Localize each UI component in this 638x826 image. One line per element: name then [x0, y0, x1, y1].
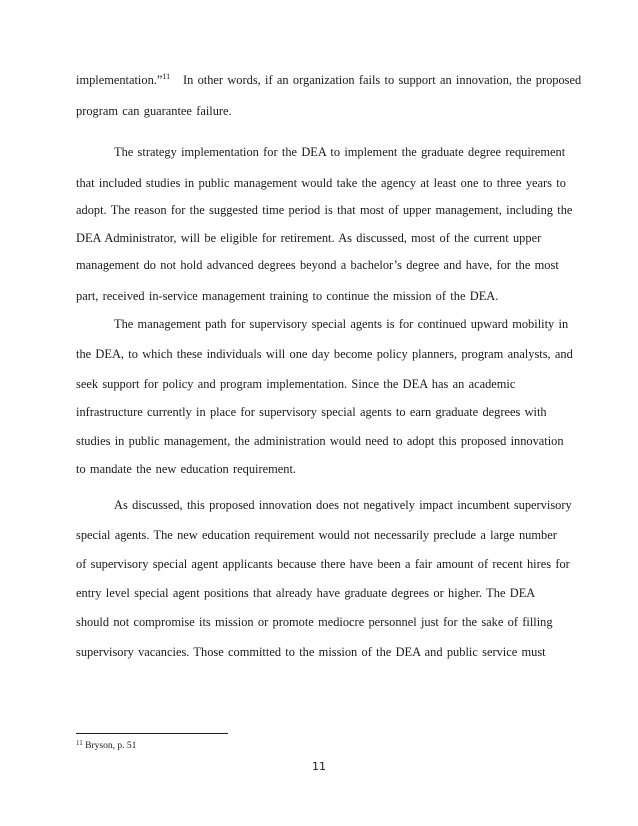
text-line-1-start: implementation.”: [76, 73, 163, 87]
footnote-divider: [76, 733, 228, 734]
footnote-reference[interactable]: 11: [162, 72, 171, 81]
paragraph-3-line-4: infrastructure currently in place for supervisory special agents to earn graduate degrees with: [76, 405, 547, 419]
text-line-1: [76, 72, 582, 88]
paragraph-4-line-1: As discussed, this proposed innovation does not negatively impact incumbent supervisory: [114, 498, 572, 512]
page-number: 11: [312, 760, 326, 773]
paragraph-2-line-5: management do not hold advanced degrees beyond a bachelor’s degree and have, for the most: [76, 258, 559, 272]
paragraph-2-line-3: adopt. The reason for the suggested time period is that most of upper management, including the: [76, 203, 573, 217]
paragraph-3-line-3: seek support for policy and program implementation. Since the DEA has an academic: [76, 377, 516, 391]
text-line-2: program can guarantee failure.: [76, 104, 232, 118]
paragraph-4-line-6: supervisory vacancies. Those committed to the mission of the DEA and public service must: [76, 645, 546, 659]
paragraph-3-line-1: The management path for supervisory special agents is for continued upward mobility in: [114, 317, 569, 331]
footnote: [76, 740, 136, 752]
paragraph-2-line-2: that included studies in public management would take the agency at least one to three years to: [76, 176, 566, 190]
text-line-1-end: In other words, if an organization fails to support an innovation, the proposed: [182, 73, 582, 87]
paragraph-2-line-1: The strategy implementation for the DEA to implement the graduate degree requirement: [114, 145, 566, 159]
paragraph-3-line-5: studies in public management, the administration would need to adopt this proposed innovation: [76, 434, 564, 448]
paragraph-2-line-6: part, received in-service management training to continue the mission of the DEA.: [76, 289, 499, 303]
paragraph-4-line-4: entry level special agent positions that already have graduate degrees or higher. The DEA: [76, 586, 536, 600]
paragraph-3-line-2: the DEA, to which these individuals will one day become policy planners, program analysts, and: [76, 347, 573, 361]
paragraph-4-line-5: should not compromise its mission or promote mediocre personnel just for the sake of filling: [76, 615, 553, 629]
footnote-text: Bryson, p. 51: [85, 741, 137, 751]
paragraph-3-line-6: to mandate the new education requirement.: [76, 462, 296, 476]
paragraph-4-line-3: of supervisory special agent applicants because there have been a fair amount of recent hires for: [76, 557, 570, 571]
paragraph-4-line-2: special agents. The new education requirement would not necessarily preclude a large number: [76, 528, 557, 542]
footnote-number: 11: [76, 739, 83, 747]
paragraph-2-line-4: DEA Administrator, will be eligible for retirement. As discussed, most of the current upper: [76, 231, 542, 245]
